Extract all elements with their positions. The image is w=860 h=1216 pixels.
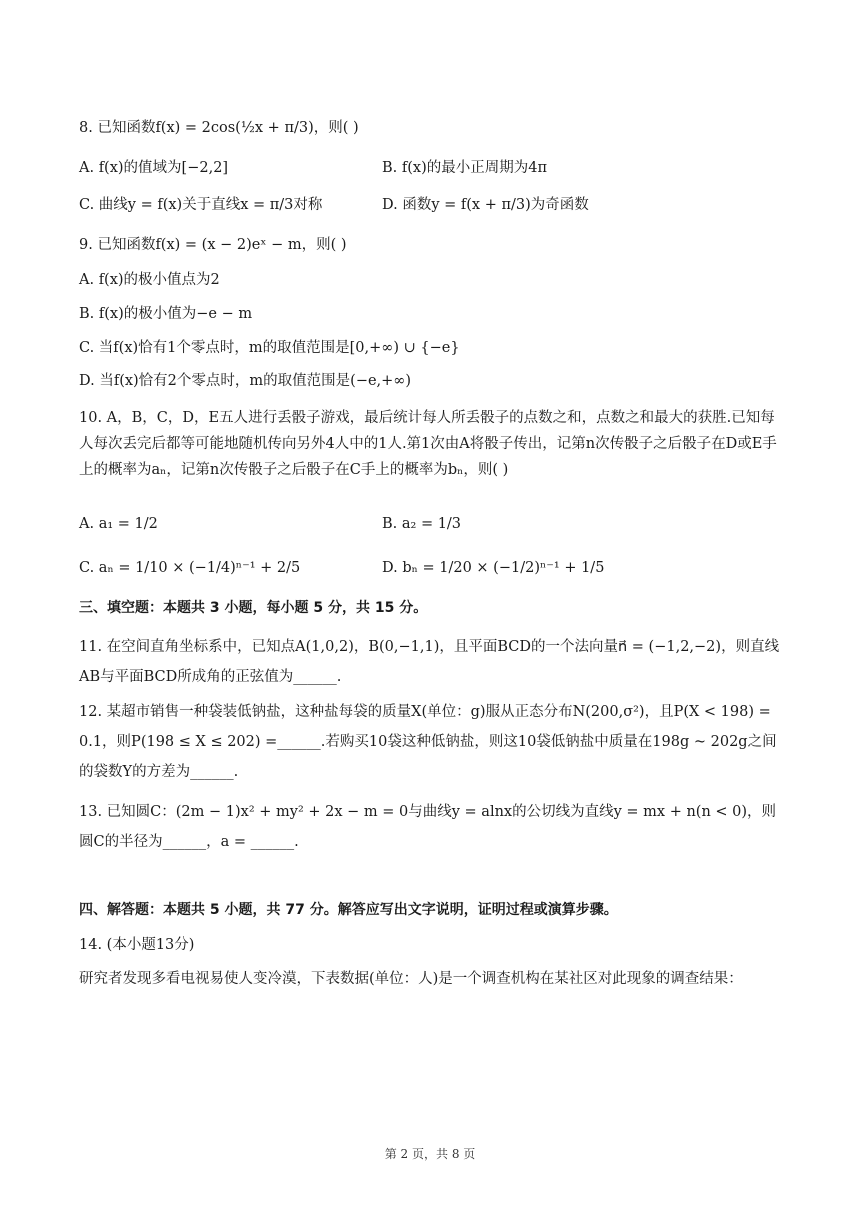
q9-option-a: A. f(x)的极小值点为2 [79,272,220,288]
q13-text: 13. 已知圆C：(2m − 1)x² + my² + 2x − m = 0与曲线y = alnx的公切线为直线y = mx + n(n < 0)，则圆C的半径为______，a = ______. [79,804,777,850]
q9-option-d: D. 当f(x)恰有2个零点时，m的取值范围是(−e,+∞) [79,373,412,389]
section-3-heading: 三、填空题：本题共 3 小题，每小题 5 分，共 15 分。 [79,600,428,616]
q11-text: 11. 在空间直角坐标系中，已知点A(1,0,2)，B(0,−1,1)，且平面BCD的一个法向量n⃗ = (−1,2,−2)，则直线AB与平面BCD所成角的正弦值为______. [79,639,780,685]
q9-option-b: B. f(x)的极小值为−e − m [79,306,253,322]
q14-body: 研究者发现多看电视易使人变冷漠，下表数据(单位：人)是一个调查机构在某社区对此现象的调查结果： [79,971,743,987]
q10-option-a: A. a₁ = 1/2 [79,516,158,532]
q8-option-d: D. 函数y = f(x + π/3)为奇函数 [382,197,589,213]
q10-option-b: B. a₂ = 1/3 [382,516,462,532]
q14-heading: 14. (本小题13分) [79,937,195,953]
q10-option-c: C. aₙ = 1/10 × (−1/4)ⁿ⁻¹ + 2/5 [79,560,301,576]
q8-option-c: C. 曲线y = f(x)关于直线x = π/3对称 [79,197,323,213]
q10-stem: 10. A，B，C，D，E五人进行丢骰子游戏，最后统计每人所丢骰子的点数之和，点数之和最大的获胜.已知每人每次丢完后都等可能地随机传向另外4人中的1人.第1次由A将骰子传出，记第n次传骰子之后骰子在D或E手上的概率为aₙ，记第n次传骰子之后骰子在C手上的概率为bₙ，则( ) [79,410,777,478]
q8-option-b: B. f(x)的最小正周期为4π [382,160,547,176]
q10-option-d: D. bₙ = 1/20 × (−1/2)ⁿ⁻¹ + 1/5 [382,560,605,576]
section-4-heading: 四、解答题：本题共 5 小题，共 77 分。解答应写出文字说明，证明过程或演算步骤。 [79,902,618,918]
page-footer: 第 2 页，共 8 页 [384,1147,476,1161]
q8-option-a: A. f(x)的值域为[−2,2] [79,160,229,176]
q8-stem: 8. 已知函数f(x) = 2cos(½x + π/3)，则( ) [79,120,359,136]
q12-text: 12. 某超市销售一种袋装低钠盐，这种盐每袋的质量X(单位：g)服从正态分布N(200,σ²)，且P(X < 198) = 0.1，则P(198 ≤ X ≤ 202) =______.若购买10袋这种低钠盐，则这10袋低钠盐中质量在198g ~ 202g之间的袋数Y的方差为______. [79,704,777,780]
q9-option-c: C. 当f(x)恰有1个零点时，m的取值范围是[0,+∞) ∪ {−e} [79,340,460,356]
q9-stem: 9. 已知函数f(x) = (x − 2)eˣ − m，则( ) [79,237,347,253]
